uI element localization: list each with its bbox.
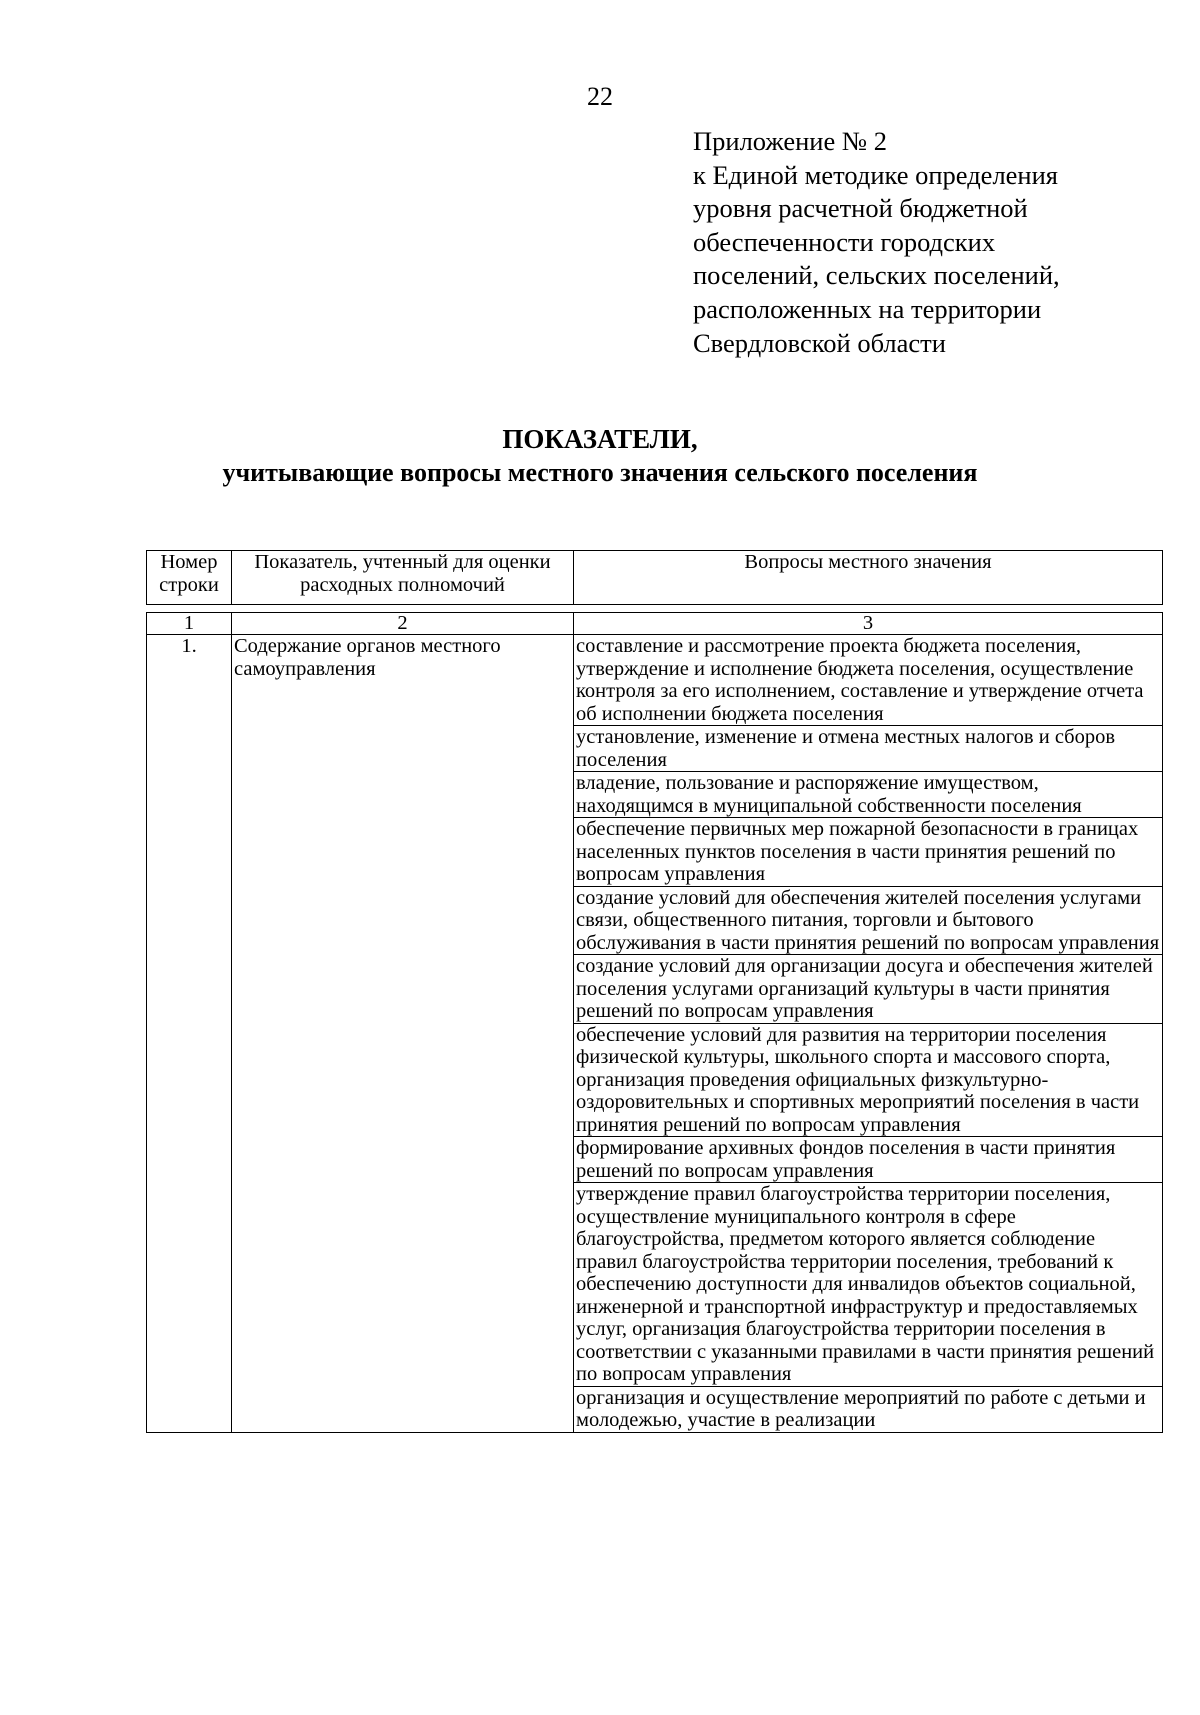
column-number: 1 <box>147 613 232 635</box>
local-issue: утверждение правил благоустройства территории поселения, осуществление муниципального контроля в сфере благоустройства, предметом которого является соблюдение правил благоустройства территории поселения, требований к обеспечению доступности для инвалидов объектов социальной, инженерной и транспортной инфраструктур и предоставляемых услуг, организация благоустройства территории поселения в соответствии с указанными правилами в части принятия решений по вопросам управления <box>574 1183 1163 1387</box>
appendix-line: поселений, сельских поселений, <box>693 260 1060 291</box>
table-header <box>146 550 1163 605</box>
indicator-name: Содержание органов местного самоуправления <box>232 635 574 1433</box>
appendix-line: уровня расчетной бюджетной <box>693 193 1028 224</box>
indicators-table <box>146 612 1163 1433</box>
local-issue: создание условий для организации досуга и обеспечения жителей поселения услугами организаций культуры в части принятия решений по вопросам управления <box>574 955 1163 1024</box>
row-number: 1. <box>147 635 232 1433</box>
appendix-line: расположенных на территории <box>693 293 1042 324</box>
document-subtitle: учитывающие вопросы местного значения сельского поселения <box>222 458 978 487</box>
page-number: 22 <box>587 82 613 111</box>
column-number: 2 <box>232 613 574 635</box>
local-issue: обеспечение первичных мер пожарной безопасности в границах населенных пунктов поселения в части принятия решений по вопросам управления <box>574 818 1163 887</box>
appendix-line: обеспеченности городских <box>693 226 996 257</box>
appendix-line: Свердловской области <box>693 327 946 358</box>
appendix-line: к Единой методике определения <box>693 159 1058 190</box>
local-issue: составление и рассмотрение проекта бюджета поселения, утверждение и исполнение бюджета поселения, осуществление контроля за его исполнением, составление и утверждение отчета об исполнении бюджета поселения <box>574 635 1163 726</box>
local-issue: обеспечение условий для развития на территории поселения физической культуры, школьного спорта и массового спорта, организация проведения официальных физкультурно-оздоровительных и спортивных мероприятий поселения в части принятия решений по вопросам управления <box>574 1023 1163 1137</box>
appendix-line: Приложение № 2 <box>693 126 888 156</box>
document-title: ПОКАЗАТЕЛИ, <box>502 424 698 454</box>
header-indicator: Показатель, учтенный для оценки расходных полномочий <box>232 551 574 605</box>
column-numbers-row <box>147 613 1163 635</box>
header-local-issues: Вопросы местного значения <box>574 551 1163 605</box>
local-issue: создание условий для обеспечения жителей поселения услугами связи, общественного питания, торговли и бытового обслуживания в части принятия решений по вопросам управления <box>574 886 1163 955</box>
local-issue: владение, пользование и распоряжение имуществом, находящимся в муниципальной собственности поселения <box>574 772 1163 818</box>
appendix-note <box>693 125 1163 360</box>
local-issue: установление, изменение и отмена местных налогов и сборов поселения <box>574 726 1163 772</box>
header-row-number: Номер строки <box>147 551 232 605</box>
table-row <box>147 635 1163 726</box>
column-number: 3 <box>574 613 1163 635</box>
local-issue: организация и осуществление мероприятий по работе с детьми и молодежью, участие в реализации <box>574 1386 1163 1432</box>
local-issue: формирование архивных фондов поселения в части принятия решений по вопросам управления <box>574 1137 1163 1183</box>
